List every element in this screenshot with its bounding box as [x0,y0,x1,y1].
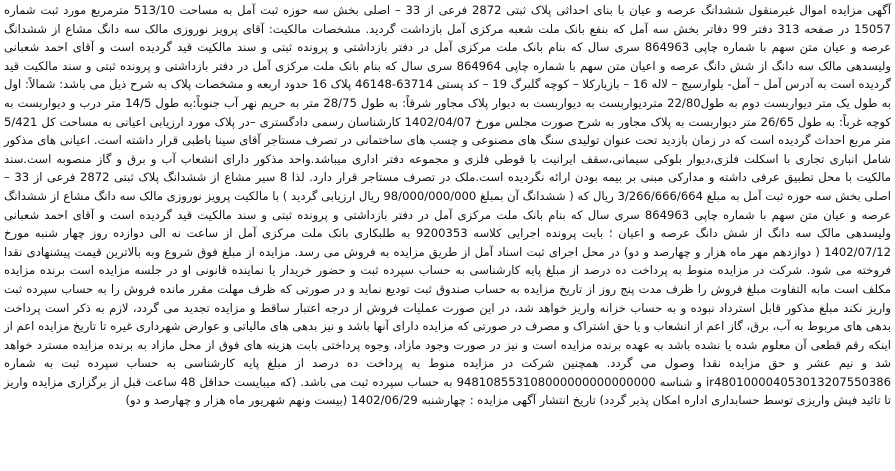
auction-notice-text: آگهی مزایده اموال غیرمنقول ششدانگ عرصه و عیان با بنای احداثی پلاک ثبتی 2872 فرعی از 33 – اصلی بخش سه حوزه ثبت آمل به مساحت 513/10 مترمربع مورد ثبت شماره 15057 در صفحه 313 دفتر 99 دفاتر بخش سه آمل که بنفع بانک ملت شعبه مرکزی آمل بازداشت گردید. مشخصات مالکیت: آقای پرویز نوروزی مالک سه دانگ مشاع از ششدانگ عرصه و عیان متن سهم با شماره چاپی 864963 سری سال که بنام بانک ملت مرکزی آمل در دفتر بازداشتی و پرونده ثبتی و سند مالکیت قید گردیده است و آقای احمد شعبانی ولیسدهی مالک سه دانگ از شش دانگ عرصه و اعیان متن سهم با شماره چاپی 864964 سری سال که بنام بانک ملت مرکزی آمل در دفتر بازداشتی و پرونده ثبتی و سند مالکیت قید گردیده است به آدرس آمل – آمل- بلوارسیج – لاله 16 – بازیارکلا – کوچه گلبرگ 19 – کد پستی 63714-46148 پلاک 16 حدود اربعه و مشخصات پلاک به شرح ذیل می باشد: شمالاً: اول به طول یک متر دیواربست دوم به طول22/80 متردیواربست به دیواربست به دیوار پلاک مجاور شرقاً: به طول 28/75 متر به حریم نهر آب جنوباً:به طول 14/5 متر درب و دیواربست به کوچه غرباً: به طول 26/65 متر دیواربست به پلاک مجاور به شرح صورت مجلس مورخ 1402/04/07 کارشناسان رسمی دادگستری –در پلاک مورد ارزیابی اعیانی به مساحت کل 5/421 متر مربع احداث گردیده است که در زمان بازدید تحت عنوان تولیدی سنگ های مصنوعی و چسب های ساختمانی در تصرف مستاجر آقای سینا باطبی قرار داشته است. اعیانی های مذکور شامل انباری تجاری با اسکلت فلزی،دیوار بلوکی سیمانی،سقف ایرانیت با قوطی فلزی و مجموعه دفتر اداری میباشد.واحد مذکور دارای انشعاب آب و برق و گاز منصوبه است.سند مالکیت با محل تطبیق عرفی داشته و مدارکی مبنی بر بیمه بودن ارائه نگردیده است.ملک در تصرف مستاجر قرار دارد. لذا 8 سیر مشاع از ششدانگ پلاک ثبتی 2872 فرعی از 33 – اصلی بخش سه حوزه ثبت آمل به مبلغ 3/266/666/664 ریال که ( ششدانگ آن بمبلغ 98/000/000/000 ریال ارزیابی گردید ) با مالکیت پرویز نوروزی مالک سه دانگ مشاع از ششدانگ عرصه و عیان متن سهم با شماره چاپی 864963 سری سال که بنام بانک ملت مرکزی آمل در دفتر بازداشتی و پرونده ثبتی و سند مالکیت قید گردیده است و آقای احمد شعبانی ولیسدهی مالک سه دانگ از شش دانگ عرصه و اعیان ؛ بابت پرونده اجرایی کلاسه 9200353 به طلبکاری بانک ملت مرکزی آمل از ساعت نه الی دوازده روز چهار شنبه مورخ 1402/07/12 ( دوازدهم مهر ماه هزار و چهارصد و دو) در محل اجرای ثبت اسناد آمل از طریق مزایده به فروش می رسد. مزایده از مبلغ فوق شروع وبه بالاترین قیمت پیشنهادی نقدا فروخته می شود. شرکت در مزایده منوط به پرداخت ده درصد از مبلغ پایه کارشناسی به حساب سپرده ثبت و حضور خریدار یا نماینده قانونی او در جلسه مزایده است برنده مزایده مکلف است مابه التفاوت مبلغ فروش را ظرف مدت پنج روز از تاریخ مزایده به حساب صندوق ثبت تودیع نماید و در صورتی که ظرف مهلت مقرر مانده فروش را به حساب سپرده ثبت واریز نکند مبلغ مذکور قابل استرداد نبوده و به حساب خزانه واریز خواهد شد، در این صورت عملیات فروش از درجه اعتبار ساقط و مزایده تجدید می گردد، لازم به ذکر است پرداخت بدهی های مربوط به آب، برق، گاز اعم از انشعاب و یا حق اشتراک و مصرف در صورتی که مزایده دارای آنها باشد و نیز بدهی های مالیاتی و عوارض شهرداری غیره تا تاریخ مزایده اعم از اینکه رقم قطعی آن معلوم شده یا نشده باشد به عهده برنده مزایده است و نیز در صورت وجود مازاد، وجوه پرداختی بابت هزینه های فوق از محل مازاد به برنده مزایده مسترد خواهد شد و نیم عشر و حق مزایده نقدا وصول می گردد. همچنین شرکت در مزایده منوط به پرداخت ده درصد از مبلغ پایه کارشناسی به حساب سپرده ثبت به شماره ir480100004053013207550386 و شناسه 948108553108000000000000000 به حساب سپرده ثبت می باشد. (که میبایست حداقل 48 ساعت قبل از برگزاری مزایده واریز تا تائید فیش واریزی توسط حسابداری اداره امکان پذیر گردد) تاریخ انتشار آگهی مزایده : چهارشنبه 1402/06/29 (بیست ونهم شهریور ماه هزار و چهارصد و دو) [4,3,892,408]
